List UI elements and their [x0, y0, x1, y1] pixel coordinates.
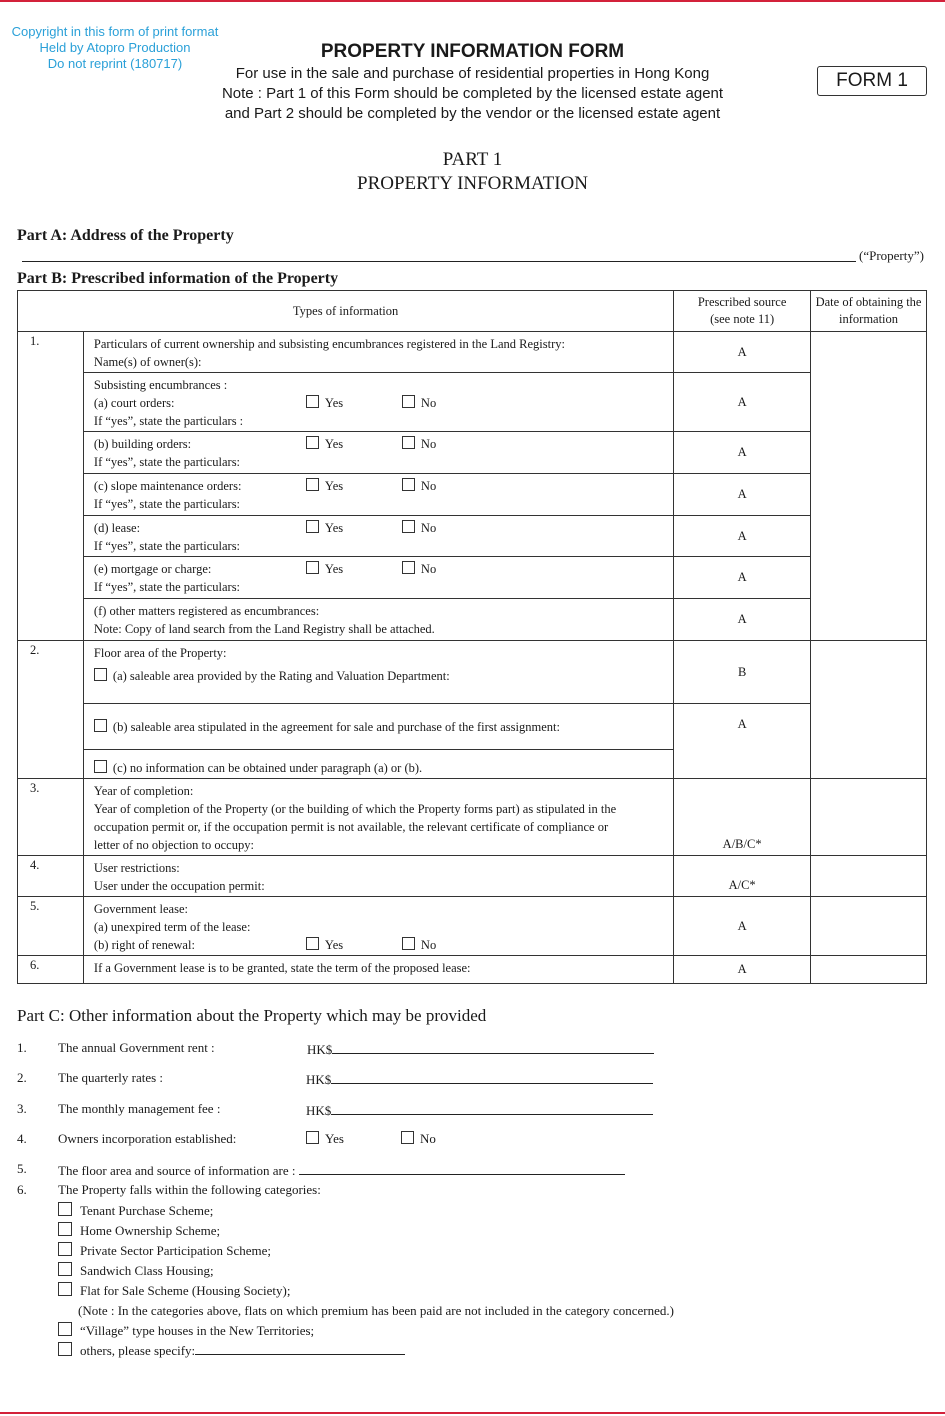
source-cell: A: [674, 516, 811, 557]
no-label: No: [420, 521, 437, 535]
option-label: (c) no information can be obtained under paragraph (a) or (b).: [112, 761, 423, 775]
government-rent-field[interactable]: [307, 1040, 654, 1058]
no-label: No: [420, 938, 437, 952]
yes-option[interactable]: [306, 1131, 344, 1147]
checkbox[interactable]: [94, 719, 107, 732]
table-row: [18, 332, 927, 373]
mortgage-label: (e) mortgage or charge:: [93, 562, 212, 576]
particulars-label: If “yes”, state the particulars:: [93, 455, 241, 469]
form-title: PROPERTY INFORMATION FORM: [320, 41, 625, 62]
particulars-label: If “yes”, state the particulars:: [93, 497, 241, 511]
floor-area-source-field[interactable]: [58, 1161, 625, 1179]
quarterly-rates-field[interactable]: [306, 1070, 653, 1088]
ownership-cell: [83, 332, 673, 373]
part-a-heading: Part A: Address of the Property: [17, 227, 234, 244]
col-header-source: [674, 291, 811, 332]
table-row: [18, 779, 927, 856]
yes-label: Yes: [324, 437, 344, 451]
encumbrances-label: Subsisting encumbrances :: [93, 378, 228, 392]
row-number: 4.: [18, 856, 84, 897]
categories-label: The Property falls within the following categories:: [58, 1182, 321, 1197]
list-item: [17, 1161, 27, 1177]
col-header-date-line: information: [839, 312, 899, 326]
category-option[interactable]: [58, 1321, 674, 1341]
category-option[interactable]: [58, 1201, 674, 1221]
checkbox[interactable]: [306, 1131, 319, 1144]
part-b-heading: Part B: Prescribed information of the Property: [17, 270, 339, 287]
copyright-line: Held by Atopro Production: [39, 40, 191, 55]
no-option[interactable]: [402, 560, 436, 578]
management-fee-label: The monthly management fee :: [58, 1101, 221, 1116]
form-subtitle: For use in the sale and purchase of residential properties in Hong Kong: [235, 65, 710, 82]
table-row: [18, 897, 927, 956]
date-cell[interactable]: [811, 641, 927, 779]
category-label: Sandwich Class Housing;: [80, 1263, 214, 1278]
checkbox[interactable]: [402, 436, 415, 449]
floor-area-source-label: The floor area and source of information are :: [58, 1163, 296, 1178]
other-matters-cell: [83, 599, 673, 641]
yes-option[interactable]: [306, 936, 343, 954]
table-row: [18, 599, 927, 641]
row-number: 3.: [18, 779, 84, 856]
government-rent-label: The annual Government rent :: [58, 1040, 215, 1055]
particulars-label: If “yes”, state the particulars:: [93, 580, 241, 594]
land-search-note: Note: Copy of land search from the Land Registry shall be attached.: [93, 622, 435, 636]
source-cell: A: [674, 897, 811, 956]
address-input-line[interactable]: [22, 261, 856, 262]
checkbox[interactable]: [58, 1222, 72, 1236]
quarterly-rates-input[interactable]: [331, 1070, 653, 1084]
source-cell: A: [674, 557, 811, 599]
top-border-line: [0, 0, 945, 2]
floor-area-option-a[interactable]: [94, 667, 673, 685]
checkbox[interactable]: [58, 1322, 72, 1336]
yes-option[interactable]: [306, 394, 343, 412]
checkbox[interactable]: [58, 1282, 72, 1296]
checkbox[interactable]: [58, 1242, 72, 1256]
source-cell: A: [674, 474, 811, 516]
list-item: [17, 1101, 27, 1117]
year-completion-label: Year of completion:: [93, 784, 194, 798]
source-cell: A/C*: [674, 856, 811, 897]
checkbox[interactable]: [306, 937, 319, 950]
checkbox[interactable]: [402, 395, 415, 408]
occupation-permit-label: User under the occupation permit:: [93, 879, 265, 893]
quarterly-rates-label: The quarterly rates :: [58, 1070, 164, 1085]
category-option-others[interactable]: [58, 1341, 674, 1361]
categories-list: [58, 1201, 674, 1361]
category-option[interactable]: [58, 1241, 674, 1261]
form-number-box: FORM 1: [817, 66, 927, 96]
floor-area-cell: [83, 641, 673, 704]
source-cell: B: [674, 641, 811, 704]
table-row: [18, 474, 927, 516]
source-cell: A: [674, 432, 811, 474]
no-option[interactable]: [402, 519, 436, 537]
item-number: 1.: [17, 1040, 27, 1055]
currency-prefix: HK$: [306, 1072, 332, 1087]
table-row: [18, 557, 927, 599]
row-number: 6.: [18, 956, 84, 984]
government-rent-input[interactable]: [332, 1040, 654, 1054]
property-label: (“Property”): [859, 248, 924, 263]
yes-label: Yes: [325, 1131, 344, 1146]
source-cell: A: [674, 599, 811, 641]
prescribed-info-table: [17, 290, 927, 984]
yes-label: Yes: [324, 479, 344, 493]
table-row: [18, 373, 927, 432]
bottom-border-line: [0, 1412, 945, 1414]
part-title: PROPERTY INFORMATION: [357, 173, 588, 194]
item-number: 2.: [17, 1070, 27, 1085]
user-restrictions-cell: [83, 856, 673, 897]
no-option[interactable]: [401, 1131, 436, 1147]
category-label: Home Ownership Scheme;: [80, 1223, 221, 1238]
col-header-source-line: Prescribed source: [697, 295, 787, 309]
category-label: Flat for Sale Scheme (Housing Society);: [80, 1283, 291, 1298]
source-cell: A/B/C*: [674, 779, 811, 856]
slope-orders-label: (c) slope maintenance orders:: [93, 479, 242, 493]
ownership-label: Particulars of current ownership and subsisting encumbrances registered in the Land Registry:: [93, 337, 565, 351]
no-label: No: [420, 479, 437, 493]
management-fee-field[interactable]: [306, 1101, 653, 1119]
proposed-lease-label: If a Government lease is to be granted, state the term of the proposed lease:: [93, 961, 471, 975]
lease-label: (d) lease:: [93, 521, 141, 535]
right-of-renewal-label: (b) right of renewal:: [93, 938, 195, 952]
floor-area-b-cell: [83, 704, 673, 750]
no-option[interactable]: [402, 477, 436, 495]
year-completion-text: occupation permit or, if the occupation permit is not available, the relevant certificate of compliance or: [93, 820, 609, 834]
col-header-date-line: Date of obtaining the: [815, 295, 922, 309]
checkbox[interactable]: [401, 1131, 414, 1144]
copyright-line: Copyright in this form of print format: [11, 24, 219, 39]
option-label: (b) saleable area stipulated in the agreement for sale and purchase of the first assignment:: [112, 719, 560, 734]
proposed-lease-cell: [83, 956, 673, 984]
source-cell: A: [674, 704, 811, 779]
floor-area-option-c[interactable]: [94, 759, 673, 777]
owner-names-label: Name(s) of owner(s):: [93, 355, 202, 369]
option-label: (a) saleable area provided by the Rating and Valuation Department:: [112, 669, 450, 683]
category-label: Private Sector Participation Scheme;: [80, 1243, 271, 1258]
checkbox[interactable]: [58, 1342, 72, 1356]
table-header-row: [18, 291, 927, 332]
checkbox[interactable]: [402, 478, 415, 491]
category-label: Tenant Purchase Scheme;: [80, 1203, 214, 1218]
date-cell[interactable]: [811, 897, 927, 956]
checkbox[interactable]: [306, 561, 319, 574]
checkbox[interactable]: [306, 436, 319, 449]
currency-prefix: HK$: [307, 1042, 333, 1057]
particulars-label: If “yes”, state the particulars:: [93, 539, 241, 553]
date-cell[interactable]: [811, 332, 927, 641]
row-number: 1.: [18, 332, 84, 641]
category-label: others, please specify:: [80, 1343, 196, 1358]
date-cell[interactable]: [811, 779, 927, 856]
year-completion-text: letter of no objection to occupy:: [93, 838, 254, 852]
table-row: [18, 704, 927, 750]
mortgage-cell: [83, 557, 673, 599]
col-header-date: [811, 291, 927, 332]
yes-option[interactable]: [306, 560, 343, 578]
no-option[interactable]: [402, 394, 436, 412]
floor-area-c-cell: [83, 750, 673, 779]
currency-prefix: HK$: [306, 1103, 332, 1118]
row-number: 2.: [18, 641, 84, 779]
category-note: (Note : In the categories above, flats on which premium has been paid are not included in the category concerned.): [78, 1303, 674, 1318]
court-orders-label: (a) court orders:: [93, 396, 175, 410]
table-row: [18, 641, 927, 704]
no-option[interactable]: [402, 435, 436, 453]
item-number: 4.: [17, 1131, 27, 1146]
no-label: No: [420, 437, 437, 451]
col-header-types: Types of information: [18, 291, 674, 332]
yes-option[interactable]: [306, 435, 343, 453]
user-restrictions-label: User restrictions:: [93, 861, 180, 875]
floor-area-option-b[interactable]: [94, 718, 673, 736]
item-number: 5.: [17, 1161, 27, 1176]
yes-option[interactable]: [306, 477, 343, 495]
yes-option[interactable]: [306, 519, 343, 537]
date-cell[interactable]: [811, 856, 927, 897]
year-completion-text: Year of completion of the Property (or the building of which the Property forms part) as stipulated in the: [93, 802, 617, 816]
part-c-heading: Part C: Other information about the Property which may be provided: [17, 1006, 487, 1025]
no-label: No: [420, 1131, 436, 1146]
government-lease-cell: [83, 897, 673, 956]
yes-label: Yes: [324, 562, 344, 576]
table-row: [18, 516, 927, 557]
checkbox[interactable]: [94, 760, 107, 773]
court-orders-cell: [83, 373, 673, 432]
checkbox[interactable]: [306, 395, 319, 408]
copyright-line: Do not reprint (180717): [47, 56, 183, 71]
category-option[interactable]: [58, 1281, 674, 1301]
list-item: [17, 1070, 27, 1086]
checkbox[interactable]: [306, 520, 319, 533]
form-note: Note : Part 1 of this Form should be completed by the licensed estate agent: [221, 85, 724, 102]
table-row: [18, 956, 927, 984]
unexpired-term-label: (a) unexpired term of the lease:: [93, 920, 251, 934]
lease-cell: [83, 516, 673, 557]
col-header-source-line: (see note 11): [710, 312, 775, 326]
part-heading: [300, 148, 645, 196]
management-fee-input[interactable]: [331, 1101, 653, 1115]
building-orders-label: (b) building orders:: [93, 437, 192, 451]
list-item: [17, 1040, 27, 1056]
checkbox[interactable]: [402, 937, 415, 950]
checkbox[interactable]: [58, 1262, 72, 1276]
checkbox[interactable]: [306, 478, 319, 491]
checkbox[interactable]: [94, 668, 107, 681]
item-number: 6.: [17, 1182, 27, 1197]
form-header: [195, 40, 750, 124]
source-cell: A: [674, 956, 811, 984]
other-matters-label: (f) other matters registered as encumbrances:: [93, 604, 320, 618]
source-cell: A: [674, 373, 811, 432]
no-label: No: [420, 562, 437, 576]
slope-orders-cell: [83, 474, 673, 516]
year-completion-cell: [83, 779, 673, 856]
list-item: [17, 1131, 27, 1147]
category-option[interactable]: [58, 1261, 674, 1281]
owners-incorporation-label: Owners incorporation established:: [58, 1131, 237, 1146]
others-specify-input[interactable]: [195, 1341, 405, 1355]
building-orders-cell: [83, 432, 673, 474]
floor-area-label: Floor area of the Property:: [93, 646, 227, 660]
checkbox[interactable]: [402, 520, 415, 533]
checkbox[interactable]: [402, 561, 415, 574]
table-row: [18, 856, 927, 897]
government-lease-label: Government lease:: [93, 902, 188, 916]
yes-label: Yes: [324, 396, 344, 410]
no-option[interactable]: [402, 936, 436, 954]
date-cell[interactable]: [811, 956, 927, 984]
checkbox[interactable]: [58, 1202, 72, 1216]
table-row: [18, 432, 927, 474]
particulars-label: If “yes”, state the particulars :: [93, 414, 244, 428]
list-item: [17, 1182, 27, 1198]
category-label: “Village” type houses in the New Territories;: [80, 1323, 315, 1338]
form-note: and Part 2 should be completed by the vendor or the licensed estate agent: [224, 105, 721, 122]
no-label: No: [420, 396, 437, 410]
item-number: 3.: [17, 1101, 27, 1116]
yes-label: Yes: [324, 521, 344, 535]
source-cell: A: [674, 332, 811, 373]
yes-label: Yes: [324, 938, 344, 952]
part-number: PART 1: [442, 149, 503, 170]
row-number: 5.: [18, 897, 84, 956]
category-option[interactable]: [58, 1221, 674, 1241]
floor-area-source-input[interactable]: [299, 1161, 625, 1175]
